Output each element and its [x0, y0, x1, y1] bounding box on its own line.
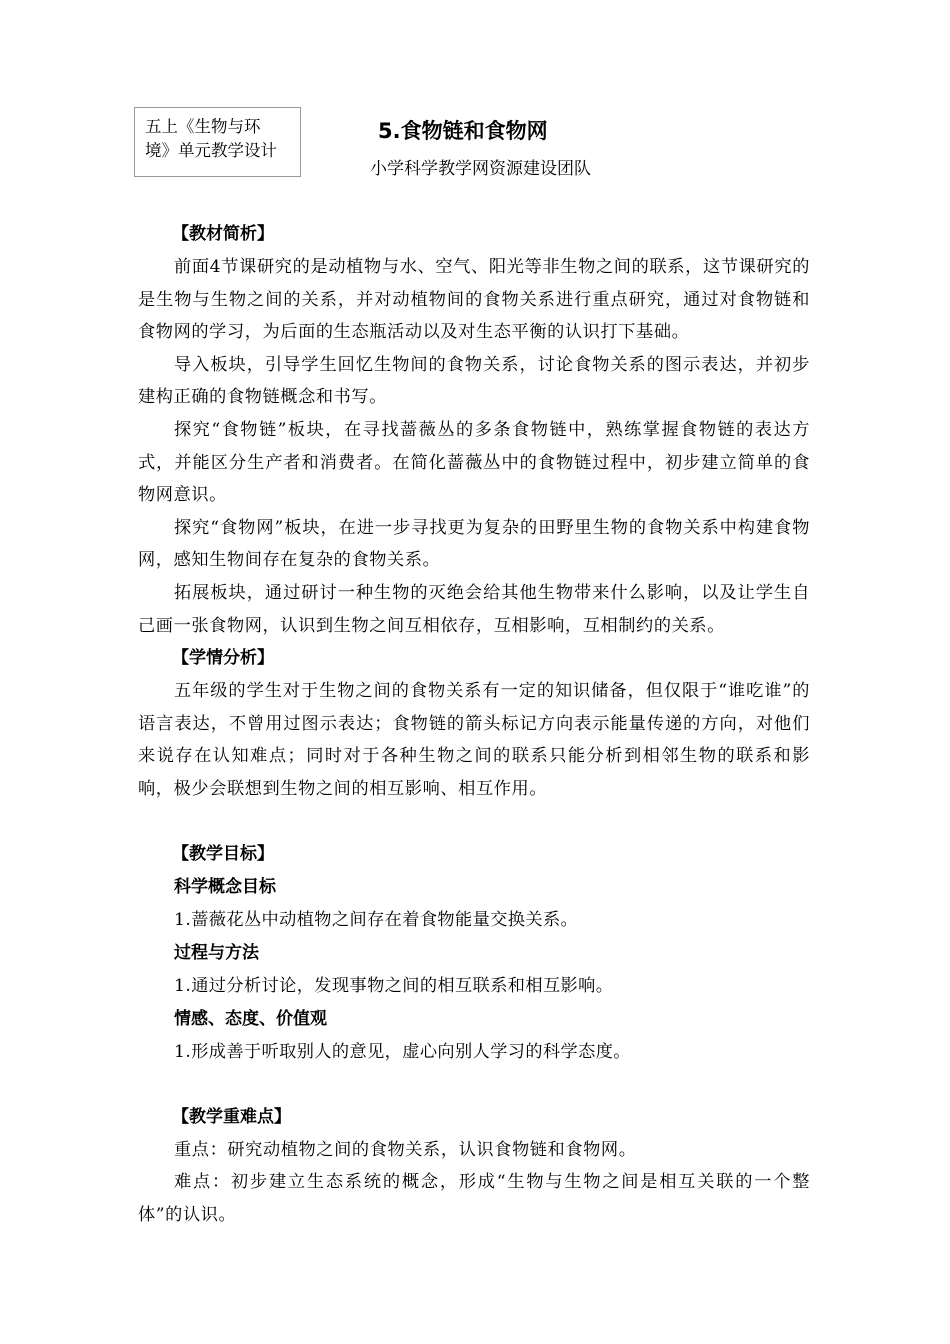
section-spacer [138, 806, 810, 838]
key-points-heading: 【教学重难点】 [172, 1106, 291, 1127]
materials-paragraph: 探究“食物网”板块，在进一步寻找更为复杂的田野里生物的食物关系中构建食物网，感知生物间存在复杂的食物关系。 [138, 517, 810, 571]
students-heading: 【学情分析】 [172, 648, 274, 669]
attitude-goal-item: 1.形成善于听取别人的意见，虚心向别人学习的科学态度。 [174, 1041, 631, 1062]
process-goal-label: 过程与方法 [174, 942, 259, 963]
document-author: 小学科学教学网资源建设团队 [370, 159, 591, 179]
goals-heading: 【教学目标】 [172, 843, 274, 864]
materials-paragraph: 前面4节课研究的是动植物与水、空气、阳光等非生物之间的联系，这节课研究的是生物与生物之间的关系，并对动植物间的食物关系进行重点研究，通过对食物链和食物网的学习，为后面的生态瓶活动以及对生态平衡的认识打下基础。 [138, 257, 810, 343]
materials-paragraph: 导入板块，引导学生回忆生物间的食物关系，讨论食物关系的图示表达，并初步建构正确的食物链概念和书写。 [138, 354, 810, 408]
unit-label-box [134, 107, 301, 177]
students-paragraph: 五年级的学生对于生物之间的食物关系有一定的知识储备，但仅限于“谁吃谁”的语言表达，不曾用过图示表达；食物链的箭头标记方向表示能量传递的方向，对他们来说存在认知难点；同时对于各种生物之间的联系只能分析到相邻生物的联系和影响，极少会联想到生物之间的相互影响、相互作用。 [138, 681, 810, 799]
materials-paragraph: 拓展板块，通过研讨一种生物的灭绝会给其他生物带来什么影响，以及让学生自己画一张食物网，认识到生物之间互相依存，互相影响，互相制约的关系。 [138, 582, 810, 636]
unit-label-line-2: 境》单元教学设计 [145, 141, 277, 160]
key-point-difficulty: 难点：初步建立生态系统的概念，形成“生物与生物之间是相互关联的一个整体”的认识。 [138, 1172, 810, 1225]
unit-label-line-1: 五上《生物与环 [145, 117, 261, 136]
process-goal-item: 1.通过分析讨论，发现事物之间的相互联系和相互影响。 [174, 975, 614, 996]
section-spacer [138, 1069, 810, 1101]
document-title: 5.食物链和食物网 [378, 119, 548, 143]
document-body [138, 218, 810, 1231]
materials-heading: 【教材简析】 [172, 224, 274, 244]
attitude-goal-label: 情感、态度、价值观 [174, 1008, 327, 1029]
key-point-focus: 重点：研究动植物之间的食物关系，认识食物链和食物网。 [174, 1139, 637, 1160]
materials-paragraph: 探究“食物链”板块，在寻找蔷薇丛的多条食物链中，熟练掌握食物链的表达方式，并能区分生产者和消费者。在简化蔷薇丛中的食物链过程中，初步建立简单的食物网意识。 [138, 419, 810, 506]
concept-goal-item: 1.蔷薇花丛中动植物之间存在着食物能量交换关系。 [174, 909, 579, 930]
concept-goal-label: 科学概念目标 [174, 876, 276, 897]
